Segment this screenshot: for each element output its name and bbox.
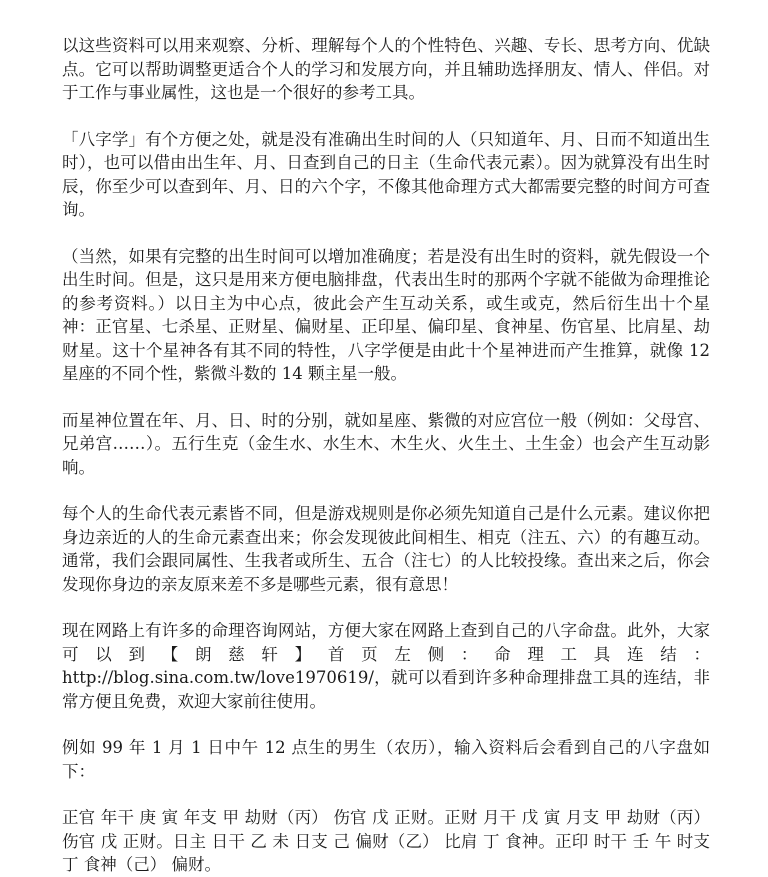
paragraph-example-intro: 例如 99 年 1 月 1 日中午 12 点生的男生（农历），输入资料后会看到自己的八字盘如下： xyxy=(62,738,710,781)
paragraph-bazi-convenience: 「八字学」有个方便之处，就是没有准确出生时间的人（只知道年、月、日而不知道出生时），也可以借由出生年、月、日查到自己的日主（生命代表元素）。因为就算没有出生时辰，你至少可以查到年、月、日的六个字，不像其他命理方式大都需要完整的时间方可查询。 xyxy=(62,129,710,219)
paragraph-star-positions: 而星神位置在年、月、日、时的分别，就如星座、紫微的对应宫位一般（例如：父母宫、兄弟宫……）。五行生克（金生水、水生木、木生火、火生土、土生金）也会产生互动影响。 xyxy=(62,410,710,477)
paragraph-personality: 以这些资料可以用来观察、分析、理解每个人的个性特色、兴趣、专长、思考方向、优缺点。它可以帮助调整更适合个人的学习和发展方向，并且辅助选择朋友、情人、伴侣。对于工作与事业属性，这也是一个很好的参考工具。 xyxy=(62,36,710,102)
paragraph-example-chart: 正官 年干 庚 寅 年支 甲 劫财（丙） 伤官 戊 正财。正财 月干 戊 寅 月支 甲 劫财（丙） 伤官 戊 正财。日主 日干 乙 未 日支 己 偏财（乙） 比肩 丁 食神。正印 时干 壬 午 时支 丁 食神（己） 偏财。 xyxy=(62,808,710,874)
paragraph-ten-stars: （当然，如果有完整的出生时间可以增加准确度；若是没有出生时的资料，就先假设一个出生时间。但是，这只是用来方便电脑排盘，代表出生时的那两个字就不能做为命理推论的参考资料。）以日主为中心点，彼此会产生互动关系，或生或克，然后衍生出十个星神：正官星、七杀星、正财星、偏财星、正印星、偏印星、食神星、伤官星、比肩星、劫财星。这十个星神各有其不同的特性，八字学便是由此十个星神进而产生推算，就像 12 星座的不同个性，紫微斗数的 14 颗主星一般。 xyxy=(62,246,710,383)
document-body xyxy=(62,34,710,877)
paragraph-life-elements: 每个人的生命代表元素皆不同，但是游戏规则是你必须先知道自己是什么元素。建议你把身边亲近的人的生命元素查出来；你会发现彼此间相生、相克（注五、六）的有趣互动。通常，我们会跟同属性、生我者或所生、五合（注七）的人比较投缘。查出来之后，你会发现你身边的亲友原来差不多是哪些元素，很有意思！ xyxy=(62,504,710,594)
paragraph-websites: 现在网路上有许多的命理咨询网站，方便大家在网路上查到自己的八字命盘。此外，大家可以到【朗慈轩】首页左侧：命理工具连结：http://blog.sina.com.tw/love1970619/，就可以看到许多种命理排盘工具的连结，非常方便且免费，欢迎大家前往使用。 xyxy=(62,621,710,711)
